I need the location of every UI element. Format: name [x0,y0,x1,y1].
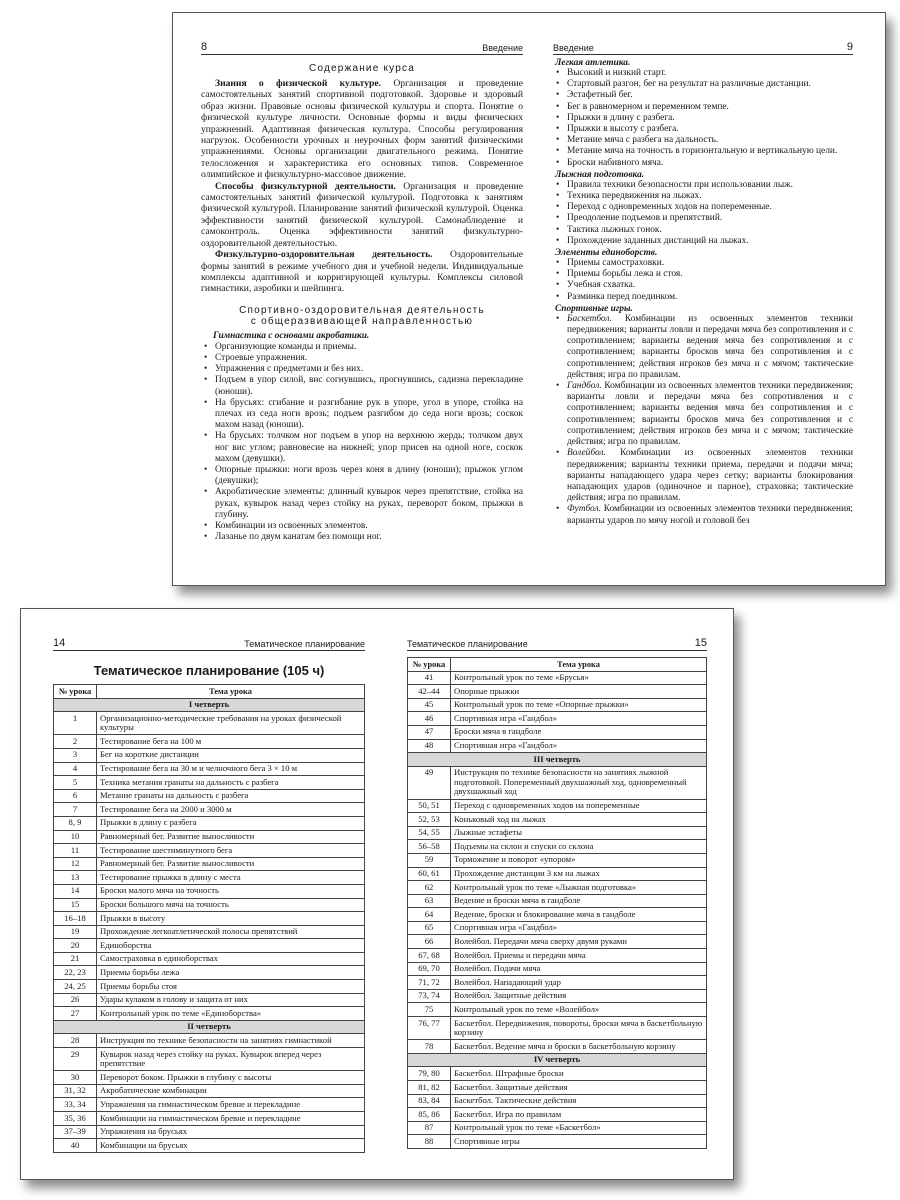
lesson-topic: Организационно-методические требования на уроках физической культуры [97,712,365,735]
table-row [408,840,707,854]
list-item: • Опорные прыжки: ноги врозь через коня в длину (юноши); прыжок углом (девушки); [201,465,523,487]
table-row [408,976,707,990]
table-row [54,952,365,966]
lesson-number: 46 [408,712,451,726]
table-row [408,1003,707,1017]
lesson-topic: Контрольный урок по теме «Баскетбол» [451,1121,707,1135]
lesson-number: 85, 86 [408,1108,451,1122]
lesson-number: 75 [408,1003,451,1017]
lesson-topic: Инструкция по технике безопасности на занятиях гимнастикой [97,1034,365,1048]
table-row [54,857,365,871]
game-description: Комбинации из освоенных элементов техники передвижения; варианты ловли и передачи мяча без сопротивления и с сопротивлением; варианты ведения мяча без сопротивления и с сопротивлением; варианты бросков мяча без сопротивления и с сопротивлением; действия игроков без мяча и с мячом; тактические действия; игра по правилам. [567,381,853,448]
list-item: • Высокий и низкий старт. [553,68,853,79]
lesson-number: 21 [54,952,97,966]
paragraph-text: Оздоровительные формы занятий в режиме учебного дня и учебной недели. Индивидуальные комплексы адаптивной и корригирующей культуры. Комплексы силовой гимнастики, аэробики и шейпинга. [201,249,523,295]
lesson-number: 41 [408,671,451,685]
column-header-topic: Тема урока [97,685,365,699]
table-row [54,789,365,803]
combat-list [553,258,853,303]
game-description: Комбинации из освоенных элементов техники передвижения; варианты ловли и передачи мяча без сопротивления и с сопротивлением; варианты ведения мяча без сопротивления и с сопротивлением; варианты бросков мяча без сопротивления и с сопротивлением; действия игроков без мяча и с мячом; тактические действия; игра по правилам. [567,313,853,380]
lesson-topic: Упражнения на гимнастическом бревне и перекладине [97,1098,365,1112]
table-row [54,1034,365,1048]
game-name: Футбол. [567,504,601,515]
lesson-topic: Волейбол. Подачи мяча [451,962,707,976]
lesson-topic: Контрольный урок по теме «Лыжная подготовка» [451,881,707,895]
table-row [408,1121,707,1135]
table-row [54,1125,365,1139]
list-item: • Прыжки в длину с разбега. [553,113,853,124]
quarter-label: I четверть [54,698,365,712]
lesson-topic: Ведение, броски и блокирование мяча в гандболе [451,908,707,922]
athletics-heading: Легкая атлетика. [555,58,631,68]
table-row [408,1135,707,1149]
lesson-topic: Переворот боком. Прыжки в глубину с высоты [97,1071,365,1085]
lesson-topic: Тестирование бега на 30 м и челночного бега 3 × 10 м [97,762,365,776]
lesson-number: 13 [54,871,97,885]
table-row [54,1112,365,1126]
list-item: • На брусьях: сгибание и разгибание рук в упоре, угол в упоре, стойка на плечах из седа ноги врозь; подъем разгибом до седа ноги врозь; соскок махом назад (юноши). [201,398,523,432]
lesson-number: 37–39 [54,1125,97,1139]
table-row [408,908,707,922]
lesson-number: 52, 53 [408,813,451,827]
lesson-topic: Баскетбол. Тактические действия [451,1094,707,1108]
page-number: 14 [53,637,66,649]
quarter-row [54,1020,365,1034]
lesson-topic: Контрольный урок по теме «Опорные прыжки» [451,698,707,712]
lesson-number: 10 [54,830,97,844]
lesson-number: 33, 34 [54,1098,97,1112]
lesson-topic: Торможение и поворот «упором» [451,853,707,867]
table-row [408,739,707,753]
lesson-number: 30 [54,1071,97,1085]
table-row [54,871,365,885]
planning-table-continued [407,657,707,1149]
list-item: • Метание мяча на точность в горизонтальную и вертикальную цели. [553,146,853,157]
lesson-number: 88 [408,1135,451,1149]
lesson-topic: Прохождение дистанции 3 км на лыжах [451,867,707,881]
list-item: • Разминка перед поединком. [553,292,853,303]
list-item: • Приемы самостраховки. [553,258,853,269]
lesson-number: 65 [408,921,451,935]
lesson-number: 31, 32 [54,1084,97,1098]
table-row [54,966,365,980]
lesson-number: 73, 74 [408,989,451,1003]
games-heading: Спортивные игры. [555,303,633,314]
lesson-topic: Тестирование прыжка в длину с места [97,871,365,885]
table-row [54,980,365,994]
lesson-number: 20 [54,939,97,953]
list-item: • На брусьях: толчком ног подъем в упор на верхнюю жердь; толчком двух ног вис углом; равновесие на нижней; упор присев на одной ноге, соскок махом (девушки). [201,431,523,465]
lesson-topic: Коньковый ход на лыжах [451,813,707,827]
table-row [54,1007,365,1021]
lesson-number: 2 [54,735,97,749]
game-description: Комбинации из освоенных элементов техники передвижения; варианты техники приема, передачи и подачи мяча; варианты нападающего удара через сетку; варианты блокирования нападающих ударов (одиночное и парное), страховка; тактические действия; игра по правилам. [567,448,853,504]
lesson-topic: Упражнения на брусьях [97,1125,365,1139]
table-row [54,1139,365,1153]
athletics-list [553,68,853,169]
lesson-number: 40 [54,1139,97,1153]
lesson-topic: Контрольный урок по теме «Единоборства» [97,1007,365,1021]
table-row [54,762,365,776]
lesson-topic: Подъемы на склон и спуски со склона [451,840,707,854]
lesson-number: 42–44 [408,685,451,699]
table-row [408,671,707,685]
lesson-number: 81, 82 [408,1081,451,1095]
lesson-topic: Акробатические комбинации [97,1084,365,1098]
table-row [408,826,707,840]
lesson-number: 78 [408,1040,451,1054]
table-row [408,813,707,827]
quarter-row [408,1053,707,1067]
column-header-topic: Тема урока [451,658,707,672]
table-row [408,1081,707,1095]
lesson-number: 54, 55 [408,826,451,840]
lesson-number: 50, 51 [408,799,451,813]
table-row [54,735,365,749]
page-15 [407,609,707,1179]
quarter-row [54,698,365,712]
lesson-number: 62 [408,881,451,895]
lesson-topic: Волейбол. Передачи мяча сверху двумя руками [451,935,707,949]
table-row [54,898,365,912]
table-row [408,867,707,881]
paragraph-lead: Способы физкультурной деятельности. [215,180,396,192]
table-title: Тематическое планирование (105 ч) [93,663,325,678]
table-row [408,949,707,963]
running-header [53,637,365,651]
lesson-number: 64 [408,908,451,922]
game-name: Баскетбол. [567,313,612,324]
table-row [408,1067,707,1081]
lesson-topic: Баскетбол. Ведение мяча и броски в баскетбольную корзину [451,1040,707,1054]
table-row [408,799,707,813]
lesson-topic: Баскетбол. Передвижения, повороты, броски мяча в баскетбольную корзину [451,1017,707,1040]
page-8 [201,13,523,585]
list-item: • Подъем в упор силой, вис согнувшись, прогнувшись, садизна перекладине (юноши). [201,375,523,397]
lesson-number: 5 [54,776,97,790]
running-header [201,41,523,55]
lesson-number: 45 [408,698,451,712]
table-row [54,1098,365,1112]
paragraph-methods [201,181,523,249]
lesson-number: 7 [54,803,97,817]
list-item: • Прыжки в высоту с разбега. [553,124,853,135]
lesson-topic: Самостраховка в единоборствах [97,952,365,966]
page-9 [553,13,853,585]
lesson-topic: Баскетбол. Игра по правилам [451,1108,707,1122]
quarter-label: III четверть [408,753,707,767]
lesson-topic: Равномерный бег. Развитие выносливости [97,857,365,871]
table-row [408,712,707,726]
list-item [553,314,853,381]
table-row [54,993,365,1007]
list-item: • Переход с одновременных ходов на попеременные. [553,202,853,213]
paragraph-knowledge [201,78,523,181]
table-row [408,989,707,1003]
table-row [54,939,365,953]
list-item [553,504,853,526]
list-item: • Бег в равномерном и переменном темпе. [553,102,853,113]
lesson-topic: Волейбол. Защитные действия [451,989,707,1003]
lesson-topic: Тестирование бега на 100 м [97,735,365,749]
lesson-number: 24, 25 [54,980,97,994]
lesson-topic: Контрольный урок по теме «Волейбол» [451,1003,707,1017]
lesson-number: 8, 9 [54,816,97,830]
table-row [54,1084,365,1098]
table-row [54,925,365,939]
lesson-topic: Волейбол. Приемы и передачи мяча [451,949,707,963]
lesson-topic: Спортивные игры [451,1135,707,1149]
section2-title-line2: с общеразвивающей направленностью [250,315,474,327]
list-item: • Акробатические элементы: длинный кувырок через препятствие, стойка на руках, кувырок назад через стойку на руках, переворот боком, прыжки в глубину. [201,487,523,521]
table-row [54,844,365,858]
running-header [553,41,853,55]
lesson-topic: Волейбол. Нападающий удар [451,976,707,990]
table-row [54,830,365,844]
list-item: • Техника передвижения на лыжах. [553,191,853,202]
list-item: • Организующие команды и приемы. [201,342,523,353]
lesson-topic: Тестирование бега на 2000 и 3000 м [97,803,365,817]
table-row [408,935,707,949]
table-row [408,698,707,712]
lesson-topic: Тестирование шестиминутного бега [97,844,365,858]
table-row [408,1094,707,1108]
table-row [408,685,707,699]
section2-title-line1: Спортивно-оздоровительная деятельность [239,304,485,316]
quarter-label: II четверть [54,1020,365,1034]
lesson-number: 67, 68 [408,949,451,963]
lesson-number: 63 [408,894,451,908]
lesson-number: 56–58 [408,840,451,854]
list-item: • Метание мяча с разбега на дальность. [553,135,853,146]
lesson-number: 22, 23 [54,966,97,980]
paragraph-lead: Физкультурно-оздоровительная деятельность. [215,249,433,261]
lesson-topic: Броски малого мяча на точность [97,884,365,898]
gymnastics-list [201,342,523,544]
column-header-lesson-number: № урока [408,658,451,672]
lesson-topic: Лыжные эстафеты [451,826,707,840]
lesson-topic: Опорные прыжки [451,685,707,699]
column-header-lesson-number: № урока [54,685,97,699]
lesson-topic: Спортивная игра «Гандбол» [451,739,707,753]
running-head: Тематическое планирование [407,639,528,649]
lesson-number: 19 [54,925,97,939]
bottom-book-spread [20,608,734,1180]
running-header [407,637,707,651]
list-item: • Учебная схватка. [553,280,853,291]
lesson-topic: Броски мяча в гандболе [451,725,707,739]
planning-table [53,684,365,1153]
list-item [553,448,853,504]
table-row [408,766,707,799]
lesson-number: 49 [408,766,451,799]
running-head: Введение [553,43,594,53]
lesson-topic: Спортивная игра «Гандбол» [451,712,707,726]
table-row [54,712,365,735]
lesson-topic: Прыжки в высоту [97,912,365,926]
game-name: Гандбол. [567,381,602,392]
page-number: 9 [846,41,853,53]
lesson-topic: Контрольный урок по теме «Брусья» [451,671,707,685]
table-row [54,1048,365,1071]
lesson-number: 3 [54,748,97,762]
list-item: • Броски набивного мяча. [553,158,853,169]
lesson-number: 26 [54,993,97,1007]
list-item: • Эстафетный бег. [553,90,853,101]
lesson-number: 28 [54,1034,97,1048]
table-row [408,1040,707,1054]
table-row [54,912,365,926]
lesson-number: 83, 84 [408,1094,451,1108]
table-row [54,748,365,762]
combat-heading: Элементы единоборств. [555,248,658,259]
lesson-number: 29 [54,1048,97,1071]
running-head: Введение [482,43,523,53]
lesson-topic: Комбинации на гимнастическом бревне и перекладине [97,1112,365,1126]
paragraph-health [201,249,523,295]
list-item: • Приемы борьбы лежа и стоя. [553,269,853,280]
table-row [54,884,365,898]
paragraph-text: Организация и проведение самостоятельных занятий физической культурой. Подготовка к занятиям физической культурой. Планирование занятий физической культурой. Оценка эффективности занятий физической культурой. Самонаблюдение и самоконтроль. Оценка эффективности занятий физкультурно-оздоровительной деятельностью. [201,180,523,249]
lesson-topic: Комбинации на брусьях [97,1139,365,1153]
table-row [408,881,707,895]
lesson-number: 60, 61 [408,867,451,881]
table-row [54,1071,365,1085]
lesson-number: 6 [54,789,97,803]
ski-heading: Лыжная подготовка. [555,169,645,180]
lesson-topic: Баскетбол. Защитные действия [451,1081,707,1095]
lesson-topic: Приемы борьбы стоя [97,980,365,994]
paragraph-lead: Знания о физической культуре. [215,78,382,89]
list-item: • Стартовый разгон, бег на результат на различные дистанции. [553,79,853,90]
lesson-number: 87 [408,1121,451,1135]
lesson-topic: Прохождение легкоатлетической полосы препятствий [97,925,365,939]
lesson-number: 16–18 [54,912,97,926]
quarter-label: IV четверть [408,1053,707,1067]
lesson-topic: Удары кулаком в голову и защита от них [97,993,365,1007]
lesson-number: 27 [54,1007,97,1021]
lesson-number: 15 [54,898,97,912]
list-item: • Правила техники безопасности при использовании лыж. [553,180,853,191]
lesson-topic: Бег на короткие дистанции [97,748,365,762]
list-item: • Лазанье по двум канатам без помощи ног. [201,532,523,543]
paragraph-text: Организация и проведение самостоятельных занятий спортивной подготовкой. Здоровье и здоровый образ жизни. Правовые основы физической культуры и спорта. Понятие о физической культуре личности. Основные формы и виды физических упражнений. Адаптивная физическая культура. Способы регулирования нагрузок. Особенности урочных и неурочных форм занятий физическими упражнениями. Основы организации двигательного режима. Понятие телосложения и характеристика его основных типов. Современное олимпийское и физкультурно-массовое движение. [201,78,523,181]
ski-list [553,180,853,247]
list-item: • Комбинации из освоенных элементов. [201,521,523,532]
lesson-topic: Прыжки в длину с разбега [97,816,365,830]
top-book-spread [172,12,886,586]
list-item: • Строевые упражнения. [201,353,523,364]
table-row [408,853,707,867]
lesson-topic: Спортивная игра «Гандбол» [451,921,707,935]
lesson-number: 14 [54,884,97,898]
lesson-number: 71, 72 [408,976,451,990]
lesson-number: 79, 80 [408,1067,451,1081]
lesson-topic: Броски большого мяча на точность [97,898,365,912]
lesson-number: 11 [54,844,97,858]
lesson-number: 12 [54,857,97,871]
gymnastics-heading: Гимнастика с основами акробатики. [213,330,370,341]
lesson-topic: Ведение и броски мяча в гандболе [451,894,707,908]
page-number: 15 [694,637,707,649]
lesson-topic: Кувырок назад через стойку на руках. Кувырок вперед через препятствие [97,1048,365,1071]
table-row [408,894,707,908]
lesson-number: 66 [408,935,451,949]
table-row [54,816,365,830]
lesson-number: 4 [54,762,97,776]
page-14 [53,609,365,1179]
lesson-number: 69, 70 [408,962,451,976]
lesson-topic: Метание гранаты на дальность с разбега [97,789,365,803]
quarter-row [408,753,707,767]
table-row [408,1017,707,1040]
lesson-topic: Равномерный бег. Развитие выносливости [97,830,365,844]
lesson-number: 59 [408,853,451,867]
table-row [408,962,707,976]
table-row [54,803,365,817]
list-item [553,381,853,448]
table-row [54,776,365,790]
section-title: Содержание курса [309,63,415,74]
list-item: • Тактика лыжных гонок. [553,225,853,236]
game-description: Комбинации из освоенных элементов техники передвижения; варианты ударов по мячу ногой и головой без [567,504,853,526]
table-row [408,725,707,739]
list-item: • Преодоление подъемов и препятствий. [553,213,853,224]
list-item: • Прохождение заданных дистанций на лыжах. [553,236,853,247]
lesson-number: 48 [408,739,451,753]
lesson-topic: Переход с одновременных ходов на попеременные [451,799,707,813]
lesson-number: 35, 36 [54,1112,97,1126]
table-row [408,921,707,935]
lesson-topic: Техника метания гранаты на дальность с разбега [97,776,365,790]
table-row [408,1108,707,1122]
lesson-number: 76, 77 [408,1017,451,1040]
lesson-number: 1 [54,712,97,735]
running-head: Тематическое планирование [244,639,365,649]
list-item: • Упражнения с предметами и без них. [201,364,523,375]
page-number: 8 [201,41,208,53]
lesson-topic: Единоборства [97,939,365,953]
lesson-topic: Баскетбол. Штрафные броски [451,1067,707,1081]
lesson-topic: Приемы борьбы лежа [97,966,365,980]
lesson-topic: Инструкция по технике безопасности на занятиях лыжной подготовкой. Попеременный двухшажный ход, одновременный двухшажный ход [451,766,707,799]
game-name: Волейбол. [567,448,606,459]
lesson-number: 47 [408,725,451,739]
games-list [553,314,853,527]
